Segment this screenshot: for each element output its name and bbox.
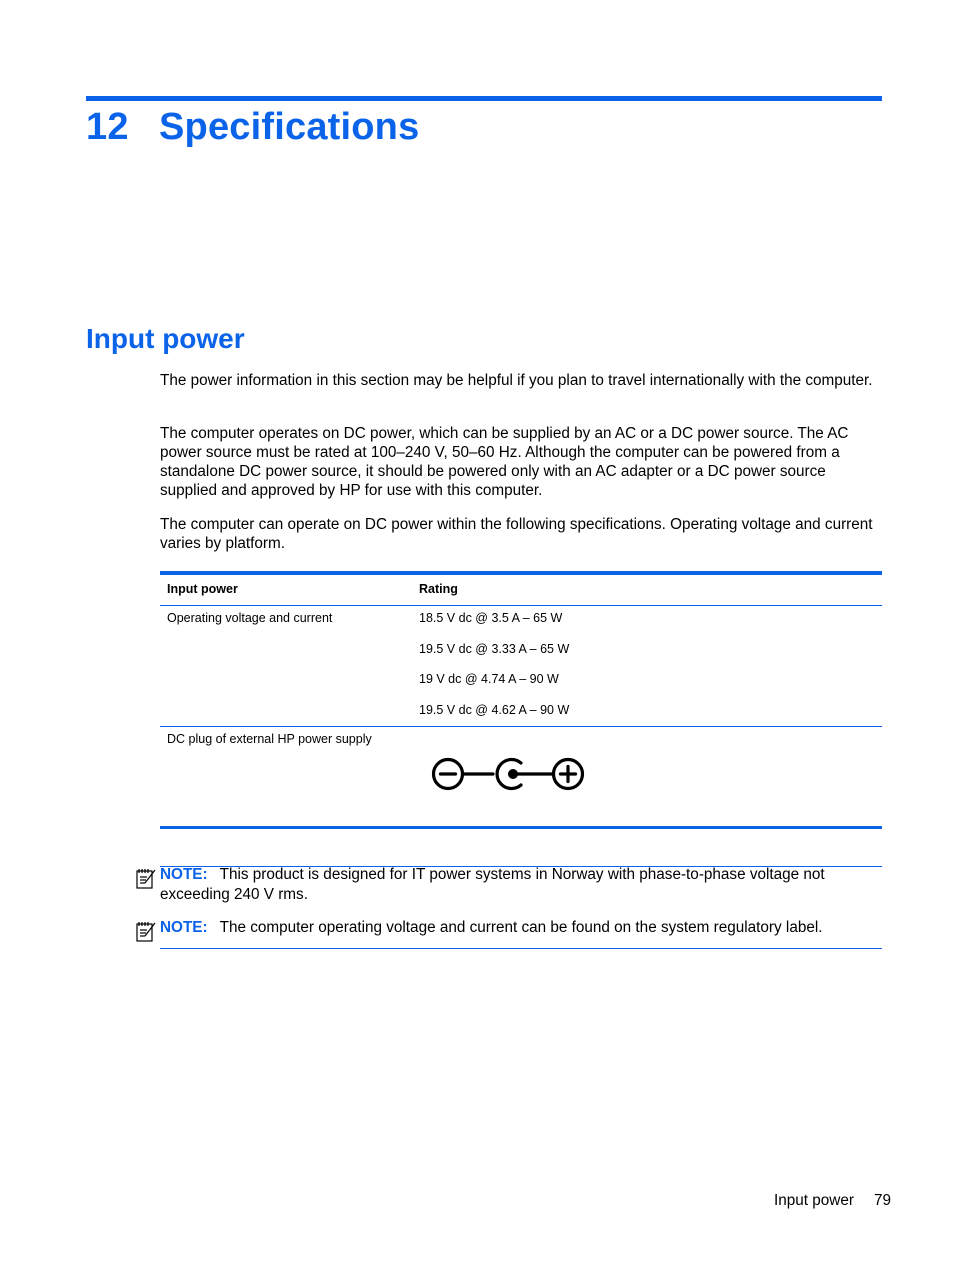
rating-value: 19.5 V dc @ 3.33 A – 65 W <box>419 642 570 656</box>
paragraph: The computer operates on DC power, which can be supplied by an AC or a DC power source. The AC power source must be rated at 100–240 V, 50–60 Hz. Although the computer can be powered from a standalone DC power source, it should be powered only with an AC adapter or a DC power source supplied and approved by HP for use with this computer. <box>160 425 849 499</box>
footer-section: Input power <box>774 1192 854 1209</box>
table-row-rule <box>160 726 882 727</box>
chapter-title <box>86 106 419 149</box>
rating-value: 19 V dc @ 4.74 A – 90 W <box>419 672 559 686</box>
section-title: Input power <box>86 323 245 354</box>
note-text: The computer operating voltage and current can be found on the system regulatory label. <box>219 919 823 936</box>
table-header-rule <box>160 605 882 606</box>
rating-value: 18.5 V dc @ 3.5 A – 65 W <box>419 611 563 625</box>
table-row-label: DC plug of external HP power supply <box>167 732 372 746</box>
table-bottom-rule <box>160 826 882 829</box>
dc-plug-polarity-icon <box>430 756 586 792</box>
note-icon <box>135 866 157 890</box>
table-header-rating: Rating <box>419 582 458 596</box>
note-label: NOTE: <box>160 866 208 883</box>
paragraph: The computer can operate on DC power within the following specifications. Operating voltage and current varies by platform. <box>160 516 873 552</box>
note <box>160 918 882 938</box>
rating-value: 19.5 V dc @ 4.62 A – 90 W <box>419 703 570 717</box>
page-footer <box>774 1192 891 1210</box>
note <box>160 865 882 905</box>
page-number: 79 <box>873 1192 891 1209</box>
note-icon <box>135 919 157 943</box>
note-text: This product is designed for IT power systems in Norway with phase-to-phase voltage not exceeding 240 V rms. <box>160 866 825 903</box>
table-header-input-power: Input power <box>167 582 238 596</box>
table-row-label: Operating voltage and current <box>167 611 333 625</box>
note-bottom-rule <box>160 948 882 949</box>
chapter-name: Specifications <box>159 106 420 148</box>
paragraph: The power information in this section may be helpful if you plan to travel internationally with the computer. <box>160 372 873 389</box>
chapter-number: 12 <box>86 106 129 148</box>
chapter-rule <box>86 96 882 101</box>
table-top-rule <box>160 571 882 575</box>
note-label: NOTE: <box>160 919 208 936</box>
